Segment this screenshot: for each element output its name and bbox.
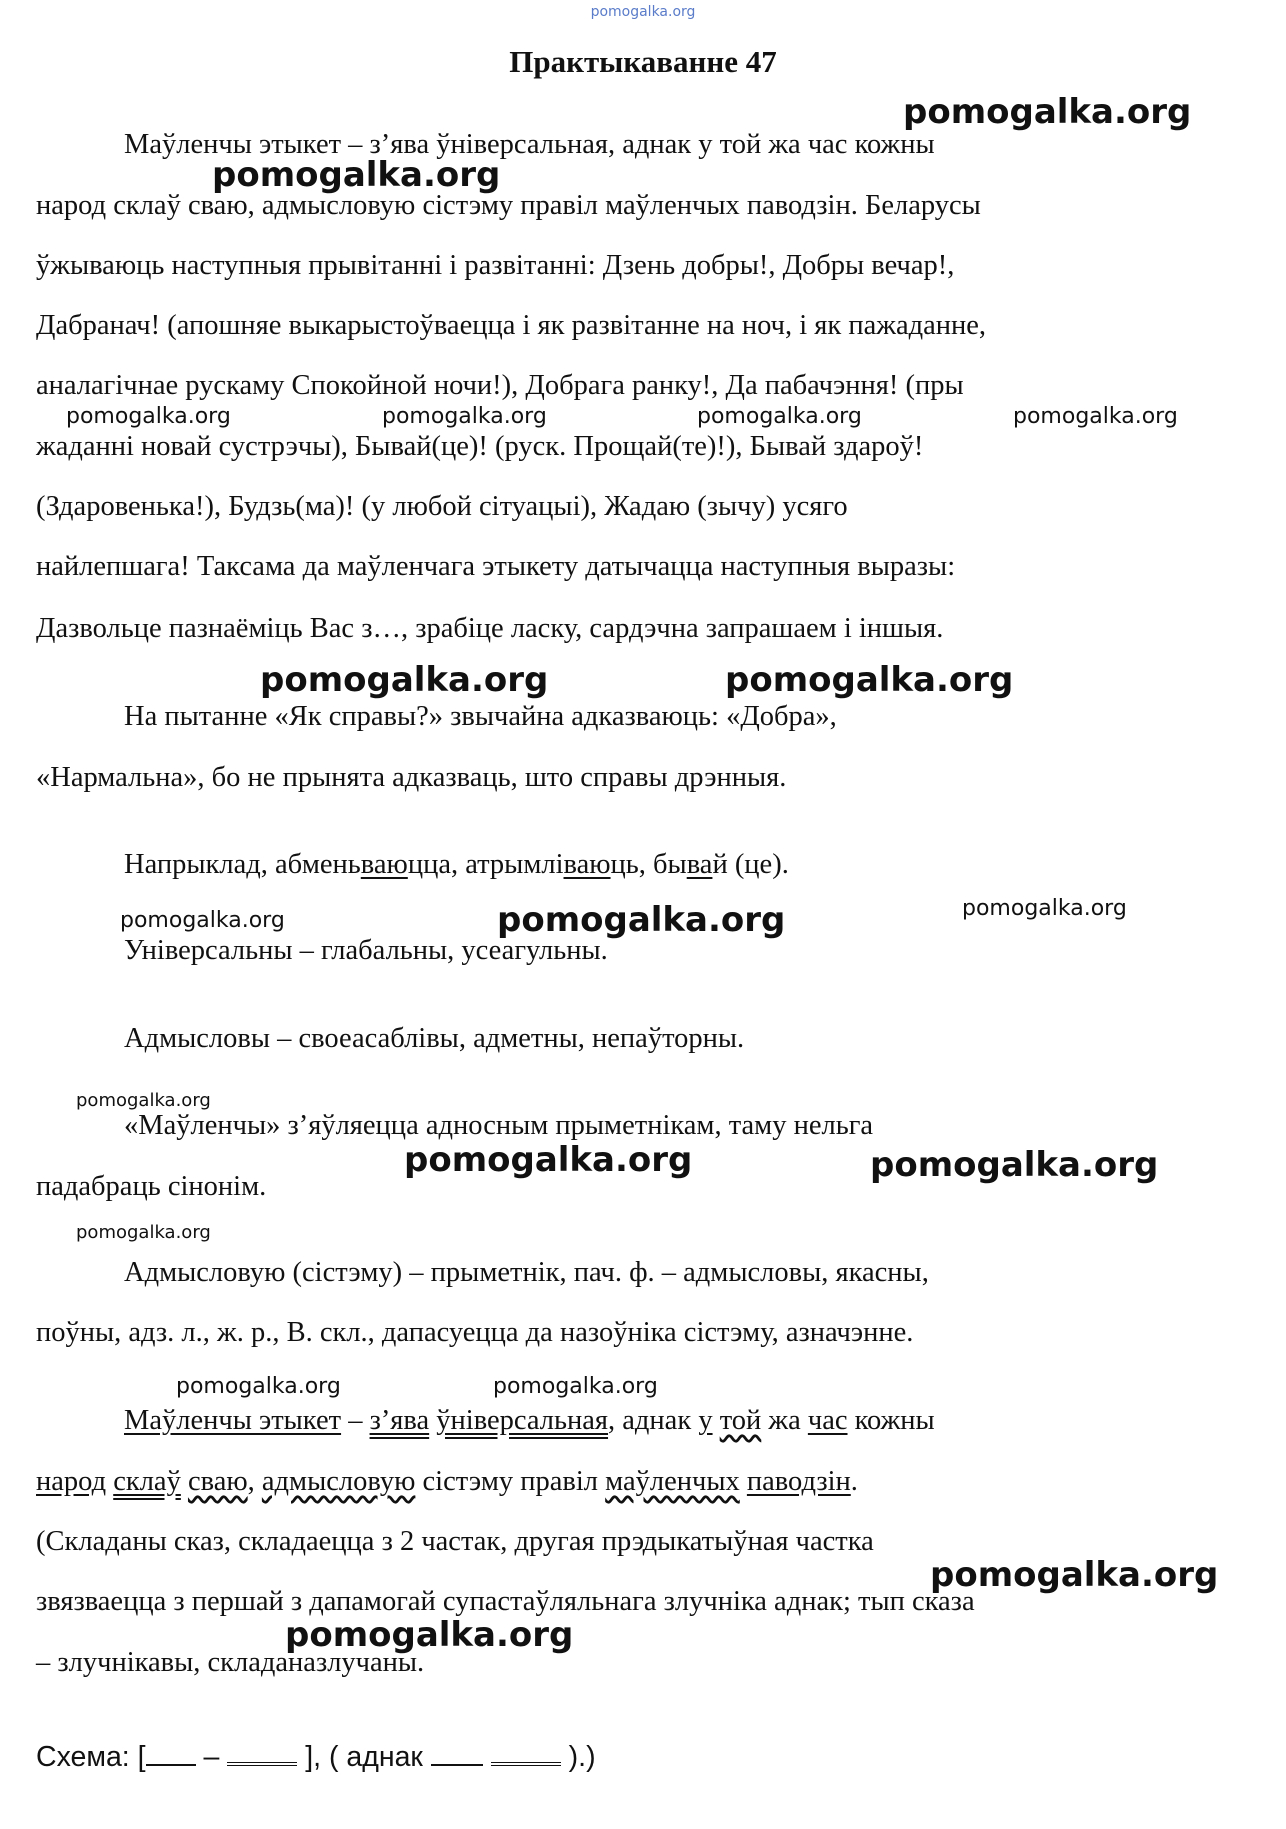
page-title: Практыкаванне 47 bbox=[509, 44, 777, 79]
watermark: pomogalka.org bbox=[76, 1222, 211, 1243]
subject: народ bbox=[36, 1466, 107, 1497]
synonym-line: Адмысловы – своеасаблівы, адметны, непаўторны. bbox=[124, 1023, 745, 1054]
paragraph-line: На пытанне «Як справы?» звычайна адказваюць: «Добра», bbox=[124, 701, 837, 732]
watermark: pomogalka.org bbox=[870, 1145, 1159, 1185]
watermark: pomogalka.org bbox=[382, 404, 547, 429]
object: паводзін bbox=[746, 1466, 851, 1497]
paragraph-line: «Нармальна», бо не прынята адказваць, што справы дрэнныя. bbox=[36, 762, 787, 793]
analysis-line: Адмысловую (сістэму) – прыметнік, пач. ф. – адмысловы, якасны, bbox=[124, 1257, 929, 1288]
watermark: pomogalka.org bbox=[285, 1615, 574, 1655]
paragraph-line: народ склаў сваю, адмысловую сістэму правіл маўленчых паводзін. Беларусы bbox=[36, 190, 981, 221]
watermark: pomogalka.org bbox=[120, 908, 285, 933]
paragraph-line: Маўленчы этыкет – з’ява ўніверсальная, аднак у той жа час кожны bbox=[124, 129, 935, 160]
watermark: pomogalka.org bbox=[493, 1374, 658, 1399]
analysis-line: поўны, адз. л., ж. р., В. скл., дапасуецца да назоўніка сістэму, азначэнне. bbox=[36, 1317, 914, 1348]
sentence-text: кожны bbox=[847, 1405, 935, 1436]
watermark: pomogalka.org bbox=[1013, 404, 1178, 429]
attribute: адмысловую bbox=[261, 1466, 416, 1497]
paragraph-line: Дабранач! (апошняе выкарыстоўваецца і як развітанне на ноч, і як пажаданне, bbox=[36, 310, 987, 341]
predicate: склаў bbox=[113, 1466, 181, 1497]
circumstance: час bbox=[807, 1405, 848, 1436]
parsed-sentence-line: народ склаў сваю, адмысловую сістэму правіл маўленчых паводзін. bbox=[36, 1466, 858, 1497]
paragraph-line: жаданні новай сустрэчы), Бывай(це)! (руск. Прощай(те)!), Бывай здароў! bbox=[36, 431, 924, 462]
watermark: pomogalka.org bbox=[76, 1090, 211, 1111]
site-link[interactable]: pomogalka.org bbox=[590, 4, 696, 20]
underlined-part: ваю bbox=[563, 849, 611, 880]
sentence-text: . bbox=[850, 1466, 858, 1497]
predicate-slot bbox=[227, 1740, 297, 1766]
predicate: ўніверсальная bbox=[436, 1405, 609, 1436]
circumstance: у bbox=[698, 1405, 713, 1436]
dash: – bbox=[341, 1405, 370, 1436]
underlined-part: ваю bbox=[360, 849, 408, 880]
watermark: pomogalka.org bbox=[66, 404, 231, 429]
scheme-end: ).) bbox=[568, 1741, 596, 1773]
scheme bbox=[36, 1740, 596, 1774]
synonym-line: Універсальны – глабальны, усеагульны. bbox=[124, 935, 608, 966]
paragraph-line: Дазвольце пазнаёміць Вас з…, зрабіце ласку, сардэчна запрашаем і іншыя. bbox=[36, 613, 944, 644]
underlined-part: ва bbox=[686, 849, 713, 880]
paragraph-line: (Здаровенька!), Будзь(ма)! (у любой сітуацыі), Жадаю (зычу) усяго bbox=[36, 491, 848, 522]
watermark: pomogalka.org bbox=[697, 404, 862, 429]
watermark: pomogalka.org bbox=[176, 1374, 341, 1399]
attribute: маўленчых bbox=[605, 1466, 740, 1497]
explanation-line: – злучнікавы, складаназлучаны. bbox=[36, 1647, 425, 1678]
subject-slot bbox=[146, 1742, 196, 1766]
note-line: «Маўленчы» з’яўляецца адносным прыметнікам, таму нельга bbox=[124, 1110, 874, 1141]
sentence-text: , аднак bbox=[608, 1405, 699, 1436]
subject: Маўленчы этыкет bbox=[124, 1405, 342, 1436]
example-text: Напрыклад, абмень bbox=[124, 849, 361, 880]
watermark: pomogalka.org bbox=[725, 660, 1014, 700]
example-text: й (це). bbox=[712, 849, 789, 880]
subject-slot bbox=[431, 1742, 483, 1766]
scheme-dash: – bbox=[203, 1741, 220, 1773]
example-line bbox=[124, 848, 789, 882]
example-text: ць, бы bbox=[610, 849, 687, 880]
paragraph-line: аналагічнае рускаму Спокойной ночи!), Добрага ранку!, Да пабачэння! (пры bbox=[36, 370, 964, 401]
watermark: pomogalka.org bbox=[404, 1140, 693, 1180]
sentence-text: жа bbox=[761, 1405, 808, 1436]
scheme-label: Схема: [ bbox=[36, 1741, 146, 1773]
watermark: pomogalka.org bbox=[260, 660, 549, 700]
paragraph-line: найлепшага! Таксама да маўленчага этыкету датычацца наступныя выразы: bbox=[36, 551, 956, 582]
attribute: той bbox=[719, 1405, 762, 1436]
predicate-slot bbox=[491, 1740, 561, 1766]
paragraph-line: ўжываюць наступныя прывітанні і развітанні: Дзень добры!, Добры вечар!, bbox=[36, 250, 955, 281]
watermark: pomogalka.org bbox=[212, 155, 501, 195]
attribute: сваю bbox=[187, 1466, 248, 1497]
watermark: pomogalka.org bbox=[903, 92, 1192, 132]
explanation-line: звязваецца з першай з дапамогай супастаўляльнага злучніка аднак; тып сказа bbox=[36, 1586, 975, 1617]
watermark: pomogalka.org bbox=[930, 1555, 1219, 1595]
explanation-line: (Складаны сказ, складаецца з 2 частак, другая прэдыкатыўная частка bbox=[36, 1526, 874, 1557]
note-line: падабраць сінонім. bbox=[36, 1171, 267, 1202]
watermark: pomogalka.org bbox=[497, 900, 786, 940]
watermark: pomogalka.org bbox=[962, 896, 1127, 921]
predicate: з’ява bbox=[369, 1405, 430, 1436]
scheme-conjunction: ], ( аднак bbox=[305, 1741, 423, 1773]
object: сістэму правіл bbox=[422, 1466, 599, 1497]
parsed-sentence-line bbox=[124, 1404, 935, 1438]
example-text: цца, атрымлі bbox=[407, 849, 564, 880]
